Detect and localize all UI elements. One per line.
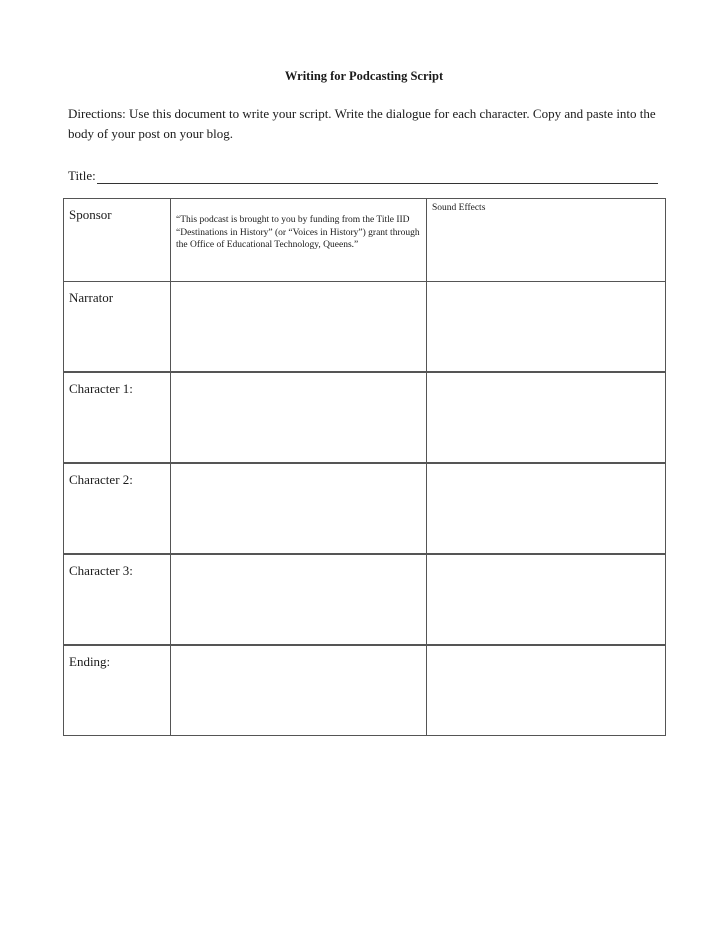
dialogue-cell[interactable] [171, 372, 427, 463]
table-row-character-1 [64, 372, 666, 463]
table-row-ending [64, 645, 666, 736]
title-field-label: Title: [68, 168, 96, 183]
table-row-sponsor [64, 199, 666, 282]
row-label-cell [64, 463, 171, 554]
row-label-cell [64, 199, 171, 282]
dialogue-cell[interactable] [171, 199, 427, 282]
title-field[interactable] [68, 168, 658, 184]
dialogue-cell[interactable] [171, 463, 427, 554]
row-label-cell [64, 645, 171, 736]
sponsor-message: “This podcast is brought to you by funding from the Title IID “Destinations in History” (or “Voices in History”) grant through the Office of Educational Technology, Queens.” [176, 215, 420, 250]
table-row-character-2 [64, 463, 666, 554]
row-label: Character 2: [69, 472, 133, 487]
page-title: Writing for Podcasting Script [284, 69, 444, 83]
title-field-underline[interactable] [97, 169, 658, 184]
sound-effects-cell[interactable] [427, 554, 666, 645]
row-label: Narrator [69, 290, 114, 305]
table-row-narrator [64, 282, 666, 373]
sound-effects-cell[interactable] [427, 463, 666, 554]
row-label: Sponsor [69, 207, 112, 222]
row-label: Ending: [69, 654, 111, 669]
dialogue-cell[interactable] [171, 645, 427, 736]
table-row-character-3 [64, 554, 666, 645]
sound-effects-cell[interactable] [427, 199, 666, 282]
sound-effects-cell[interactable] [427, 372, 666, 463]
dialogue-cell[interactable] [171, 554, 427, 645]
row-label: Character 1: [69, 381, 133, 396]
sound-effects-label: Sound Effects [432, 203, 486, 213]
sound-effects-cell[interactable] [427, 645, 666, 736]
row-label-cell [64, 282, 171, 373]
dialogue-cell[interactable] [171, 282, 427, 373]
row-label-cell [64, 372, 171, 463]
directions-text: Directions: Use this document to write your script. Write the dialogue for each character. Copy and paste into the body of your post on your blog. [68, 106, 656, 141]
sound-effects-cell[interactable] [427, 282, 666, 373]
row-label: Character 3: [69, 563, 133, 578]
row-label-cell [64, 554, 171, 645]
script-table [63, 198, 666, 736]
